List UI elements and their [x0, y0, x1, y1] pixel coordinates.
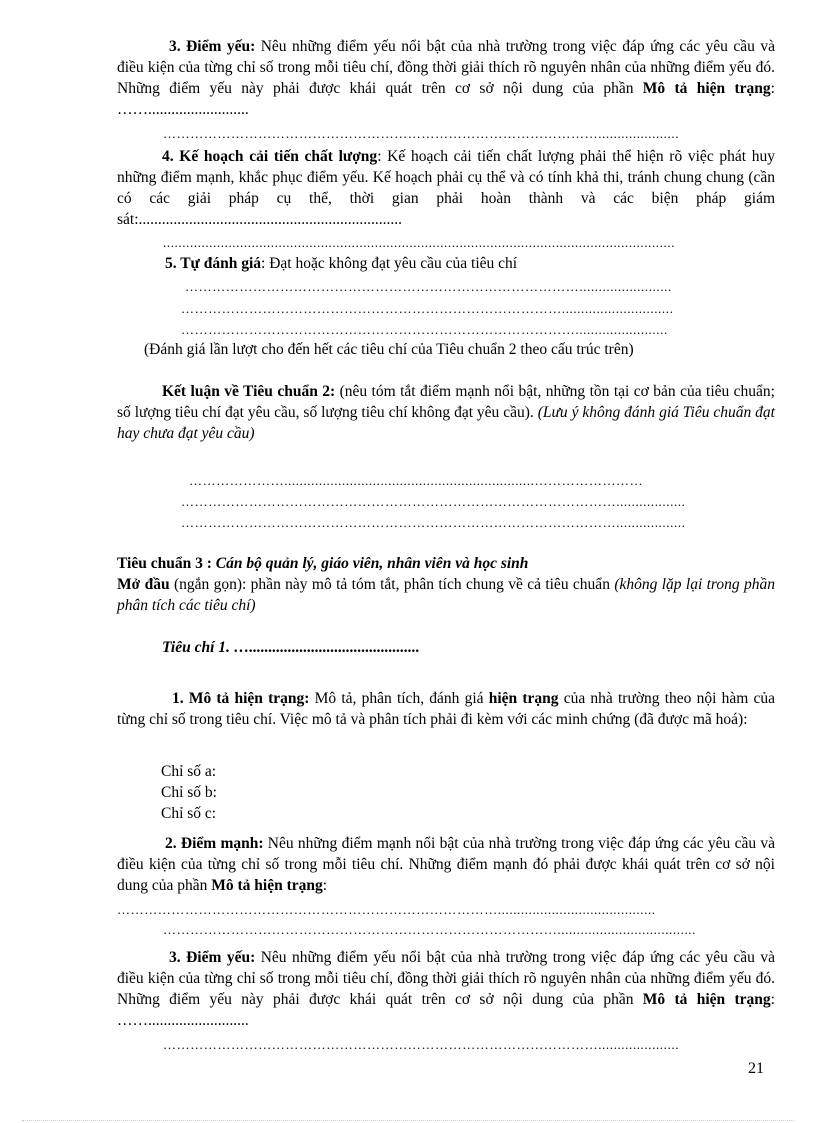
- dotted-fill-line: ……………………………………………………………………………........................: [185, 279, 672, 294]
- conclusion-heading: Kết luận về Tiêu chuẩn 2:: [162, 383, 336, 400]
- dotted-fill-line: ……………………………………………………………………………........................: [181, 322, 668, 337]
- standard-3-heading: Tiêu chuẩn 3 : Cán bộ quản lý, giáo viên, nhân viên và học sinh: [117, 555, 529, 572]
- indicator-a: Chỉ số a:: [161, 763, 217, 780]
- criterion-1-heading: Tiêu chí 1. …............................................: [162, 639, 420, 656]
- strength-paragraph: 2. Điểm mạnh: Nêu những điểm mạnh nổi bật của nhà trường trong việc đáp ứng các yêu cầu và điều kiện của từng chỉ số trong mỗi tiêu chí. Những điểm mạnh đó phải được khái quát trên cơ sở nội dung của phần Mô tả hiện trạng:: [117, 835, 775, 894]
- current-status-paragraph: 1. Mô tả hiện trạng: Mô tả, phân tích, đánh giá hiện trạng của nhà trường theo nội hàm của từng chỉ số trong tiêu chí. Việc mô tả và phân tích phải đi kèm với các minh chứng (đã được mã hoá):: [117, 690, 776, 728]
- conclusion-paragraph: Kết luận về Tiêu chuẩn 2: (nêu tóm tắt điểm mạnh nổi bật, những tồn tại cơ bản của tiêu chuẩn; số lượng tiêu chí đạt yêu cầu, số lượng tiêu chí không đạt yêu cầu). (Lưu ý không đánh giá Tiêu chuẩn đạt hay chưa đạt yêu cầu): [117, 383, 775, 442]
- improvement-plan-paragraph: 4. Kế hoạch cải tiến chất lượng: Kế hoạch cải tiến chất lượng phải thể hiện rõ việc phát huy những điểm mạnh, khắc phục điểm yếu. Kế hoạch phải cụ thể và có tính khả thi, tránh chung chung (cần có các giải pháp cụ thể, thời gian phải hoàn thành và các biện pháp giám sát:....................................................................: [117, 148, 776, 228]
- weakness-heading: 3. Điểm yếu:: [169, 949, 256, 966]
- dotted-fill-line: …………………………………………………………………………………….....................: [163, 1037, 680, 1052]
- self-assessment-heading: 5. Tự đánh giá: [165, 255, 262, 272]
- current-status-heading: 1. Mô tả hiện trạng:: [172, 690, 310, 707]
- assessment-note: (Đánh giá lần lượt cho đến hết các tiêu chí của Tiêu chuẩn 2 theo cấu trúc trên): [144, 341, 634, 358]
- weakness-paragraph: 3. Điểm yếu: Nêu những điểm yếu nổi bật của nhà trường trong việc đáp ứng các yêu cầu và điều kiện của từng chỉ số trong mỗi tiêu chí, đồng thời giải thích rõ nguyên nhân của những điểm yếu đó. Những điểm yếu này phải được khái quát trên cơ sở nội dung của phần Mô tả hiện trạng: ……..........................: [117, 949, 775, 1029]
- indicator-c: Chỉ số c:: [161, 805, 217, 822]
- introduction-heading: Mở đầu: [117, 576, 170, 593]
- dotted-fill-line: …………………………………………………………………………………….....................: [163, 126, 680, 141]
- dotted-fill-line: ………………………………………………………………………….........................................: [117, 902, 656, 917]
- weakness-heading: 3. Điểm yếu:: [169, 38, 256, 55]
- weakness-paragraph: 3. Điểm yếu: Nêu những điểm yếu nổi bật của nhà trường trong việc đáp ứng các yêu cầu và điều kiện của từng chỉ số trong mỗi tiêu chí, đồng thời giải thích rõ nguyên nhân của những điểm yếu đó. Những điểm yếu này phải được khái quát trên cơ sở nội dung của phần Mô tả hiện trạng: ……..........................: [117, 38, 775, 118]
- indicator-b: Chỉ số b:: [161, 784, 217, 801]
- page-bottom-rule: [22, 1120, 794, 1121]
- self-assessment-paragraph: 5. Tự đánh giá: Đạt hoặc không đạt yêu cầu của tiêu chí: [165, 255, 518, 272]
- improvement-plan-heading: 4. Kế hoạch cải tiến chất lượng: [162, 148, 378, 165]
- dotted-fill-line: ……………………………………………………………………………………..................: [181, 494, 686, 509]
- standard-3-title: Cán bộ quản lý, giáo viên, nhân viên và học sinh: [215, 555, 529, 572]
- dotted-fill-line: ………………….................................................................……………………: [189, 473, 644, 488]
- page-number: 21: [748, 1060, 764, 1077]
- dotted-fill-line: ……………………………………………………………………………....................................: [163, 922, 696, 937]
- dotted-fill-line: ……………………………………………………………………………………..................: [181, 515, 686, 530]
- introduction-paragraph: Mở đầu (ngắn gọn): phần này mô tả tóm tắt, phân tích chung về cả tiêu chuẩn (không lặp lại trong phần phân tích các tiêu chí): [117, 576, 775, 614]
- dotted-fill-line: ………………………………………………………………………….............................: [181, 301, 674, 316]
- strength-heading: 2. Điểm mạnh:: [165, 835, 264, 852]
- dotted-fill-line: .....................................................................................................................................: [163, 235, 676, 250]
